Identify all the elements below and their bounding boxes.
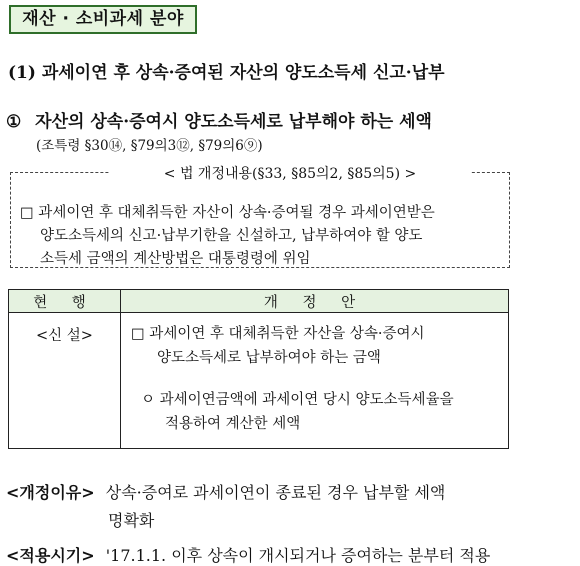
application-row [6, 543, 490, 566]
application-text: '17.1.1. 이후 상속이 개시되거나 증여하는 분부터 적용 [105, 546, 491, 565]
reason-text-continued: 명확화 [108, 511, 155, 530]
law-revision-line: □ 과세이연 후 대체취득한 자산이 상속·증여될 경우 과세이연받은 [20, 205, 435, 221]
law-revision-line: 소득세 금액의 계산방법은 대통령령에 위임 [40, 251, 311, 267]
main-heading: (1) 과세이연 후 상속·증여된 자산의 양도소득세 신고·납부 [8, 63, 445, 83]
item-marker: ① [6, 112, 22, 132]
section-title: 재산 · 소비과세 분야 [22, 9, 184, 29]
proposed-line: 양도소득세로 납부하여야 하는 금액 [157, 350, 381, 366]
proposed-cell [121, 313, 509, 449]
header-proposed: 개 정 안 [121, 290, 509, 313]
application-label: <적용시기> [6, 546, 95, 565]
proposed-line: □ 과세이연 후 대체취득한 자산을 상속·증여시 [131, 326, 425, 342]
proposed-line: ㅇ 과세이연금액에 과세이연 당시 양도소득세율을 [141, 392, 454, 408]
current-cell: <신 설> [9, 313, 121, 449]
reason-label: <개정이유> [6, 483, 95, 502]
proposed-line: 적용하여 계산한 세액 [165, 416, 301, 432]
item-reference: (조특령 §30⑭, §79의3⑫, §79의6⑨) [36, 138, 263, 154]
section-title-box [9, 5, 197, 34]
law-revision-heading: < 법 개정내용(§33, §85의2, §85의5) > [110, 163, 470, 183]
table-row [9, 313, 509, 449]
item-heading [6, 107, 432, 132]
reason-text: 상속·증여로 과세이연이 종료된 경우 납부할 세액 [105, 483, 446, 502]
header-current: 현 행 [9, 290, 121, 313]
law-revision-line: 양도소득세의 신고·납부기한을 신설하고, 납부하여야 할 양도 [40, 228, 423, 244]
item-title: 자산의 상속·증여시 양도소득세로 납부해야 하는 세액 [35, 112, 432, 132]
law-revision-text [20, 202, 506, 271]
comparison-table [8, 289, 509, 449]
reason-row [6, 480, 445, 503]
table-header-row [9, 290, 509, 313]
